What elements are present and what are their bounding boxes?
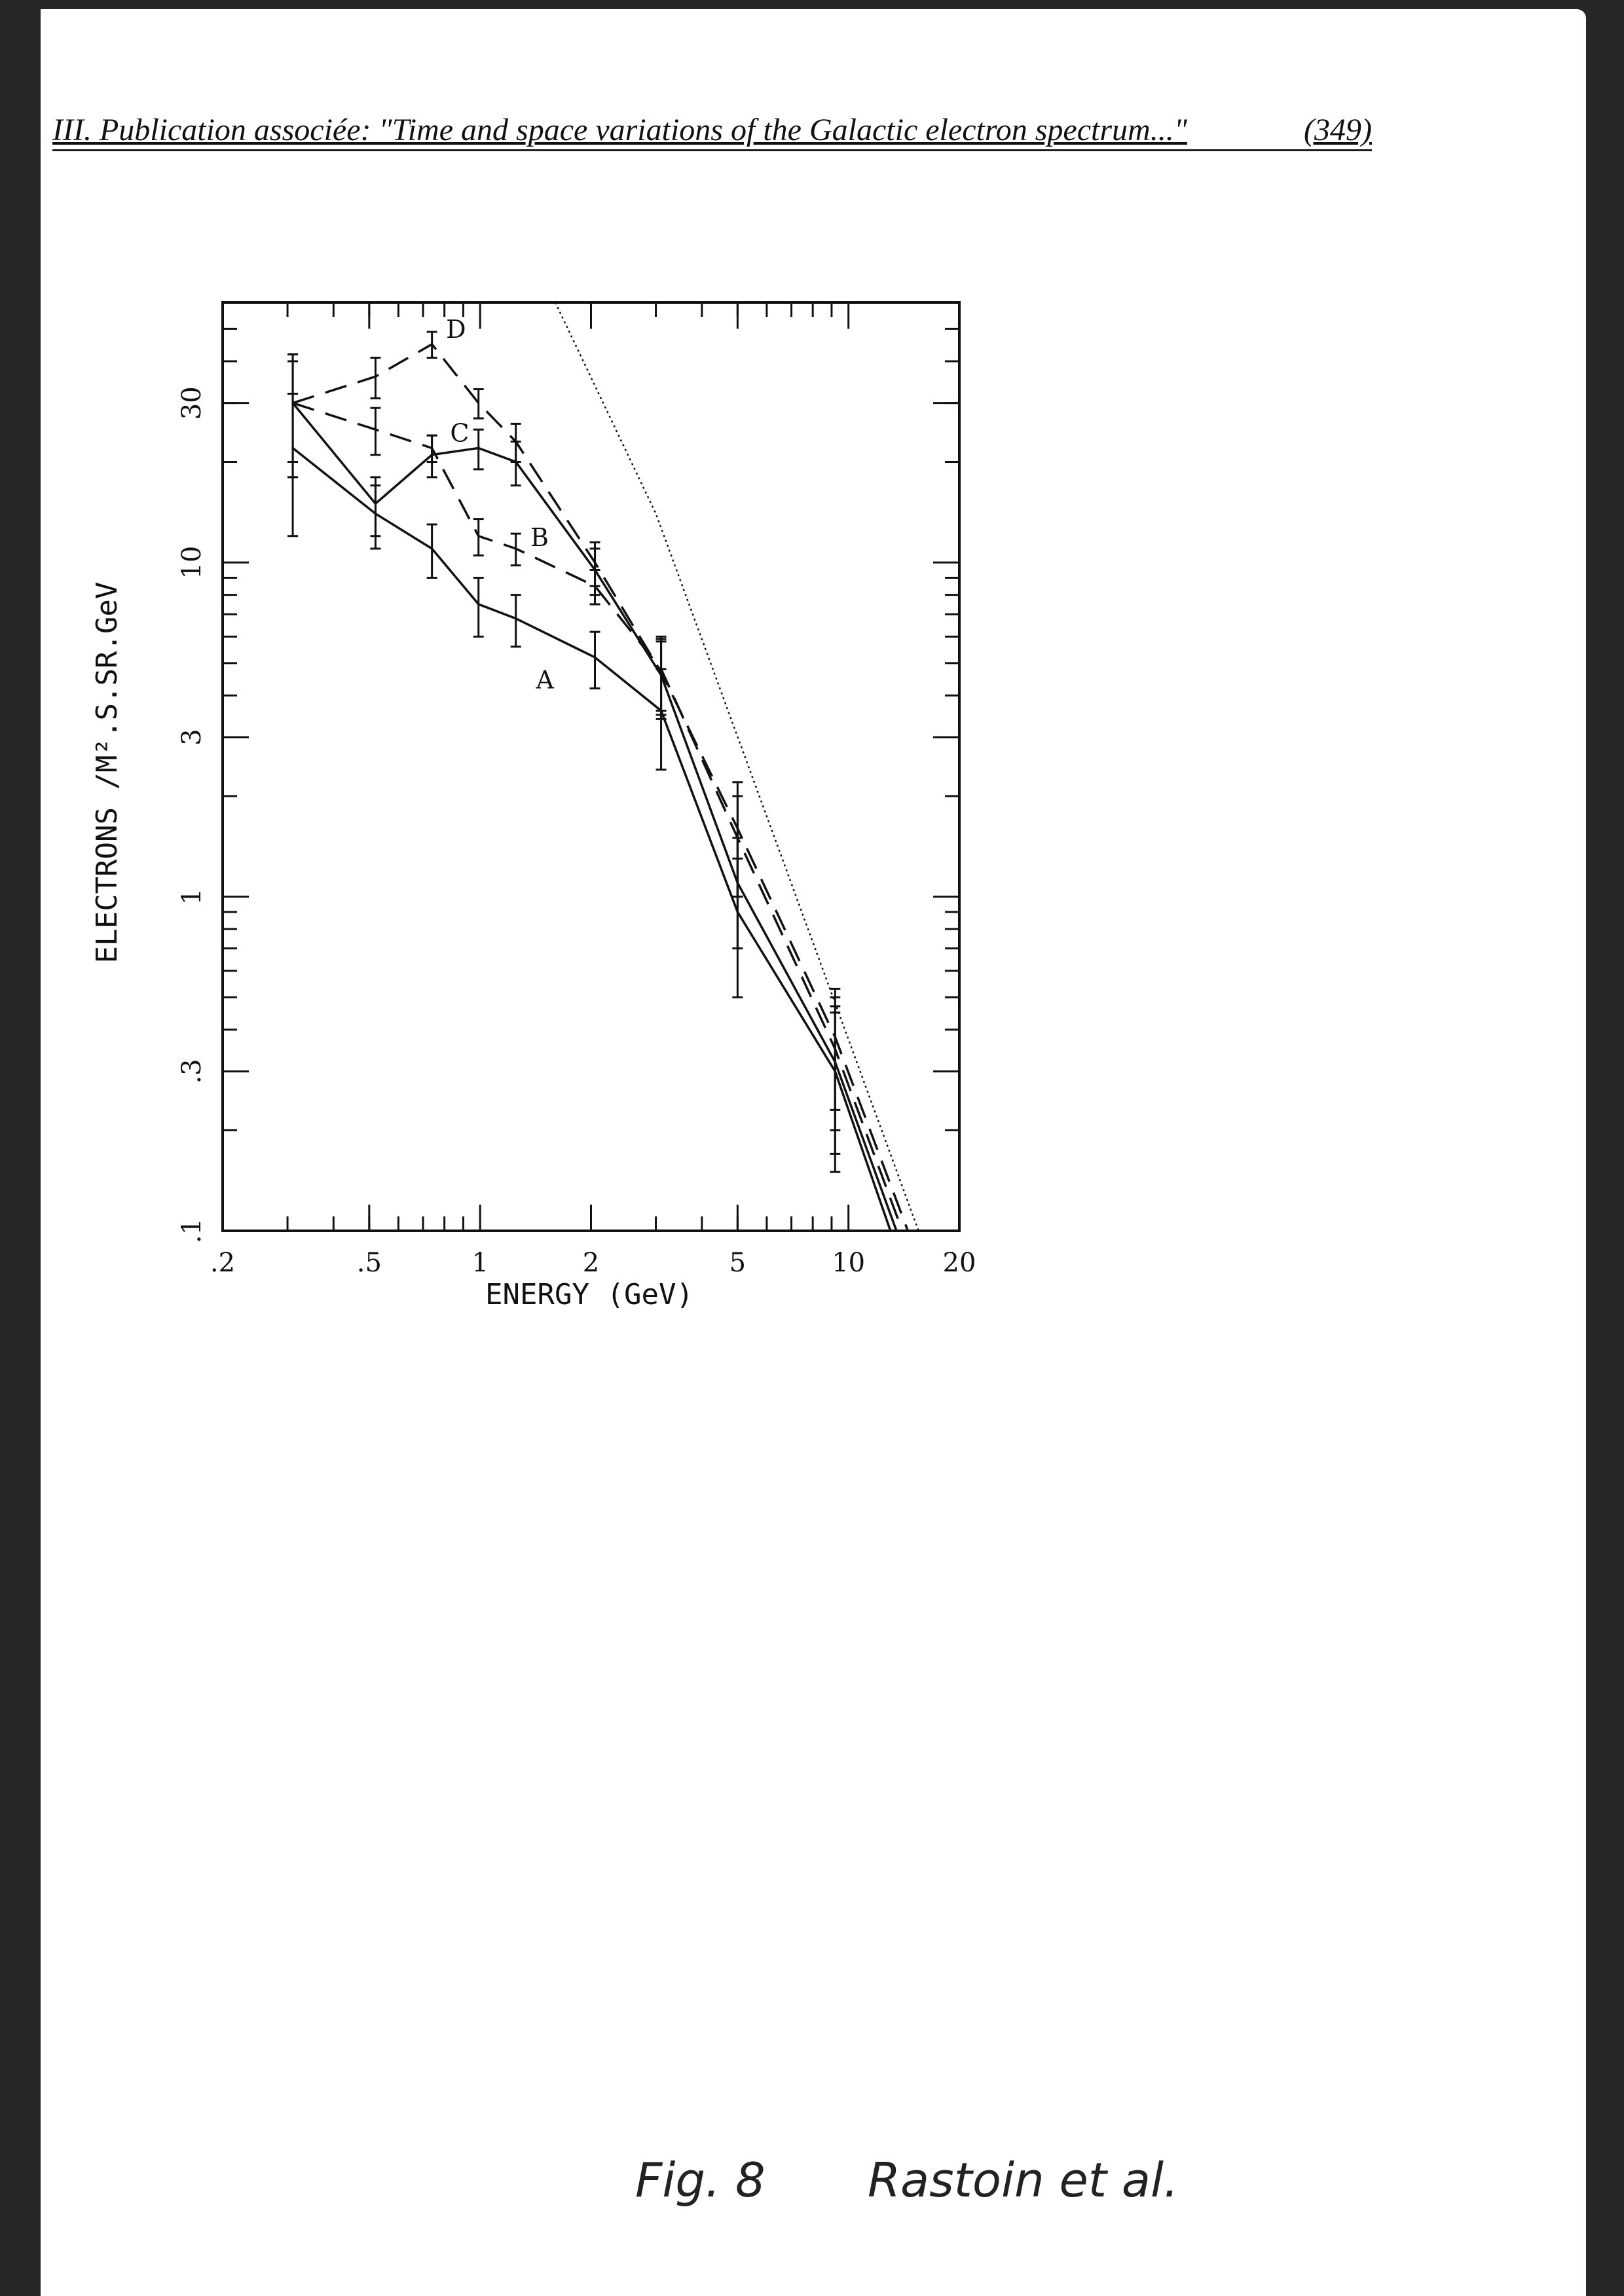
- series-line-reference: [555, 302, 919, 1231]
- curve-label-C: C: [450, 418, 470, 448]
- y-tick-label: .1: [177, 1218, 207, 1244]
- x-axis-title: ENERGY (GeV): [485, 1278, 693, 1311]
- x-tick-label: 10: [832, 1248, 866, 1278]
- series-line-D: [293, 344, 908, 1231]
- header-title: III. Publication associée: "Time and space variations of the Galactic electron spectrum...": [52, 113, 1187, 147]
- series-line-B: [293, 403, 902, 1231]
- y-tick-label: 30: [177, 386, 207, 420]
- curve-label-A: A: [536, 665, 554, 695]
- authors-label: Rastoin et al.: [868, 2153, 1179, 2208]
- y-tick-label: .3: [177, 1059, 207, 1084]
- x-tick-label: 2: [582, 1248, 600, 1278]
- plot-frame: [223, 302, 959, 1231]
- x-tick-label: .5: [356, 1248, 382, 1278]
- page-number: (349): [1304, 113, 1372, 147]
- x-tick-label: 5: [729, 1248, 747, 1278]
- y-tick-label: 1: [177, 888, 207, 905]
- x-tick-label: 1: [471, 1248, 489, 1278]
- series-line-C: [293, 403, 896, 1231]
- curve-label-D: D: [446, 315, 466, 344]
- x-tick-label: .2: [210, 1248, 236, 1278]
- y-tick-label: 10: [177, 545, 207, 579]
- curve-label-B: B: [530, 523, 549, 553]
- figure-label: Fig. 8: [635, 2153, 766, 2208]
- y-axis-title: ELECTRONS /M².S.SR.GeV: [90, 581, 124, 964]
- x-tick-label: 20: [942, 1248, 976, 1278]
- y-tick-label: 3: [177, 729, 207, 746]
